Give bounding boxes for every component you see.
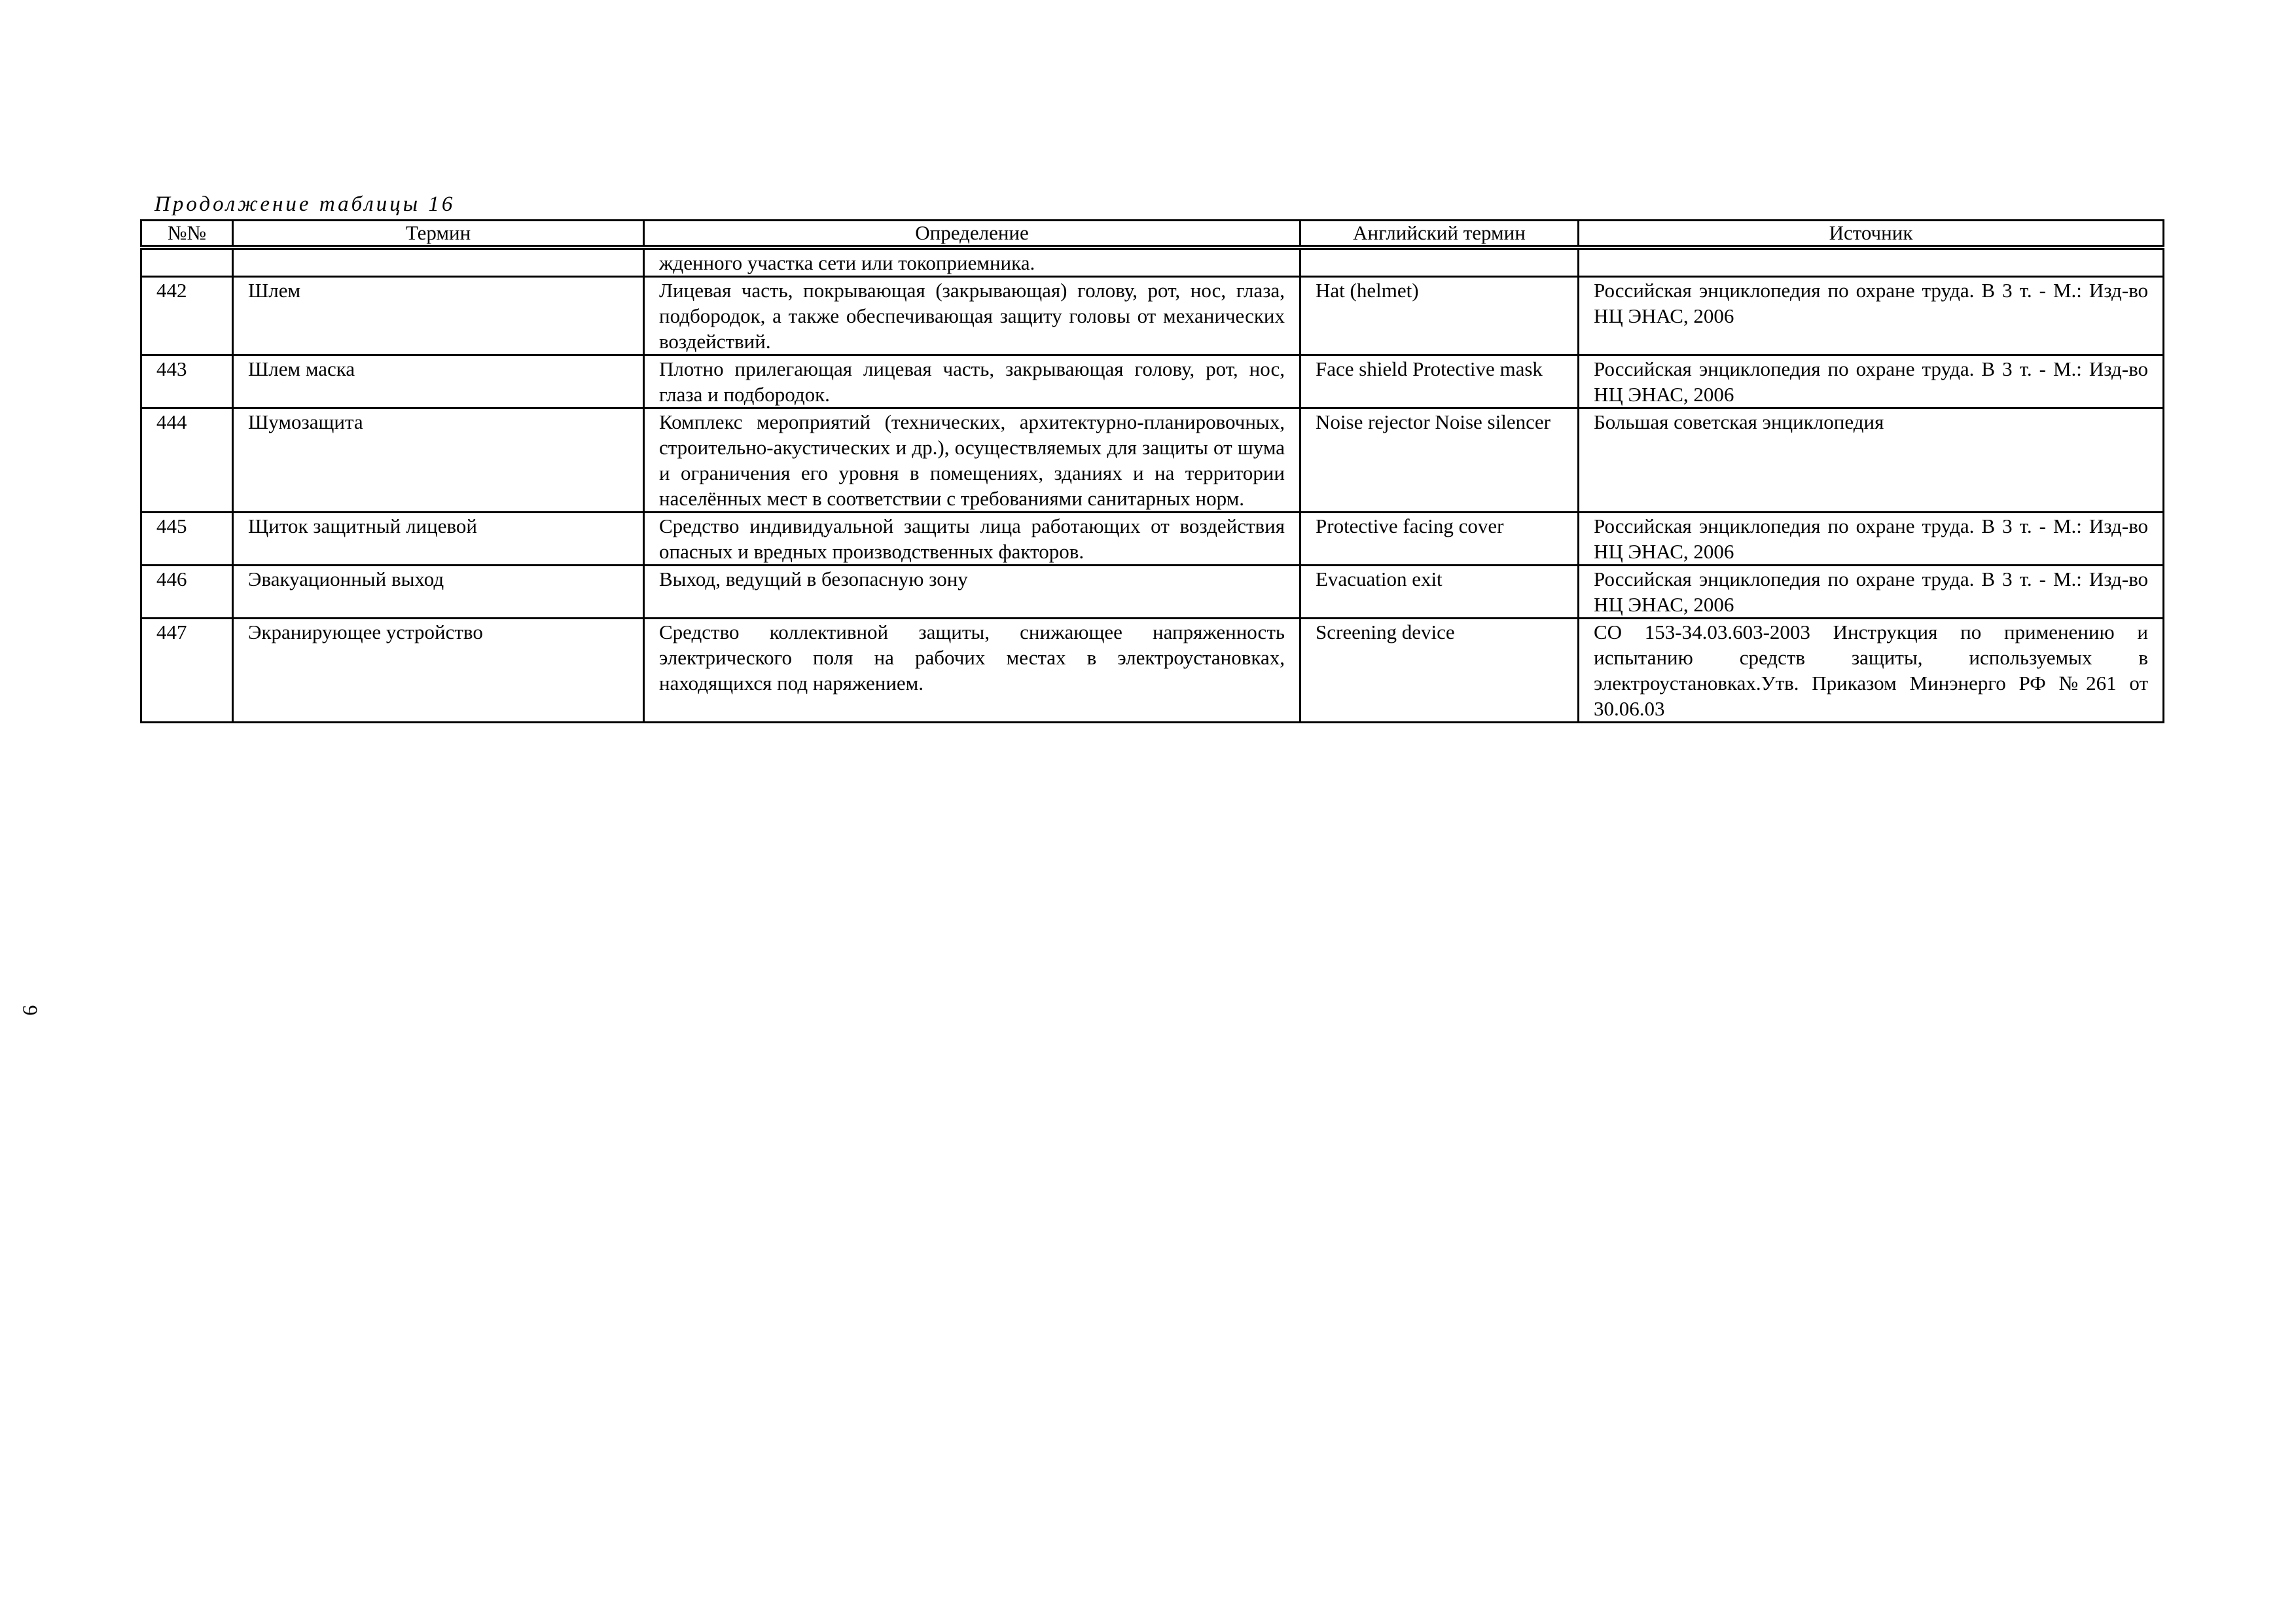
cell-source: Российская энциклопедия по охране труда. В 3 т. - М.: Изд-во НЦ ЭНАС, 2006: [1579, 355, 2164, 408]
cell-english: Evacuation exit: [1300, 566, 1579, 619]
table-caption: Продолжение таблицы 16: [154, 192, 456, 216]
cell-source: [1579, 247, 2164, 277]
cell-num: 447: [141, 619, 233, 723]
cell-term: Шлем маска: [233, 355, 644, 408]
cell-num: [141, 247, 233, 277]
table-row: [141, 619, 2164, 723]
cell-source: Большая советская энциклопедия: [1579, 408, 2164, 513]
header-row: [141, 221, 2164, 248]
cell-source: СО 153-34.03.603-2003 Инструкция по применению и испытанию средств защиты, используемых в электроустановках.Утв. Приказом Минэнерго РФ №261 от 30.06.03: [1579, 619, 2164, 723]
continuation-row: [141, 247, 2164, 277]
table-row: [141, 408, 2164, 513]
cell-definition: Средство индивидуальной защиты лица работающих от воздействия опасных и вредных производственных факторов.: [644, 513, 1300, 566]
header-english: Английский термин: [1300, 221, 1579, 248]
cell-english: [1300, 247, 1579, 277]
header-source: Источник: [1579, 221, 2164, 248]
cell-definition: Лицевая часть, покрывающая (закрывающая) голову, рот, нос, глаза, подбородок, а также обеспечивающая защиту головы от механических воздействий.: [644, 277, 1300, 355]
cell-source: Российская энциклопедия по охране труда. В 3 т. - М.: Изд-во НЦ ЭНАС, 2006: [1579, 513, 2164, 566]
cell-source: Российская энциклопедия по охране труда. В 3 т. - М.: Изд-во НЦ ЭНАС, 2006: [1579, 277, 2164, 355]
header-num: №№: [141, 221, 233, 248]
page-number: 9: [18, 1005, 43, 1016]
cell-definition: Плотно прилегающая лицевая часть, закрывающая голову, рот, нос, глаза и подбородок.: [644, 355, 1300, 408]
cell-num: 446: [141, 566, 233, 619]
cell-definition: Выход, ведущий в безопасную зону: [644, 566, 1300, 619]
cell-definition: Средство коллективной защиты, снижающее напряженность электрического поля на рабочих местах в электроустановках, находящихся под наряжением.: [644, 619, 1300, 723]
cell-num: 445: [141, 513, 233, 566]
cell-definition: Комплекс мероприятий (технических, архитектурно-планировочных, строительно-акустических и др.), осуществляемых для защиты от шума и ограничения его уровня в помещениях, зданиях и на территории населённых мест в соответствии с требованиями санитарных норм.: [644, 408, 1300, 513]
cell-term: Шумозащита: [233, 408, 644, 513]
cell-english: Protective facing cover: [1300, 513, 1579, 566]
cell-definition: жденного участка сети или токоприемника.: [644, 247, 1300, 277]
cell-term: [233, 247, 644, 277]
cell-num: 444: [141, 408, 233, 513]
cell-source: Российская энциклопедия по охране труда. В 3 т. - М.: Изд-во НЦ ЭНАС, 2006: [1579, 566, 2164, 619]
cell-num: 442: [141, 277, 233, 355]
cell-term: Экранирующее устройство: [233, 619, 644, 723]
cell-english: Screening device: [1300, 619, 1579, 723]
cell-term: Шлем: [233, 277, 644, 355]
cell-english: Hat (helmet): [1300, 277, 1579, 355]
cell-term: Щиток защитный лицевой: [233, 513, 644, 566]
table-row: [141, 355, 2164, 408]
table-row: [141, 566, 2164, 619]
cell-english: Noise rejector Noise silencer: [1300, 408, 1579, 513]
header-definition: Определение: [644, 221, 1300, 248]
table-row: [141, 513, 2164, 566]
cell-term: Эвакуационный выход: [233, 566, 644, 619]
table-row: [141, 277, 2164, 355]
header-term: Термин: [233, 221, 644, 248]
cell-english: Face shield Protective mask: [1300, 355, 1579, 408]
terms-table: [140, 219, 2164, 723]
cell-num: 443: [141, 355, 233, 408]
